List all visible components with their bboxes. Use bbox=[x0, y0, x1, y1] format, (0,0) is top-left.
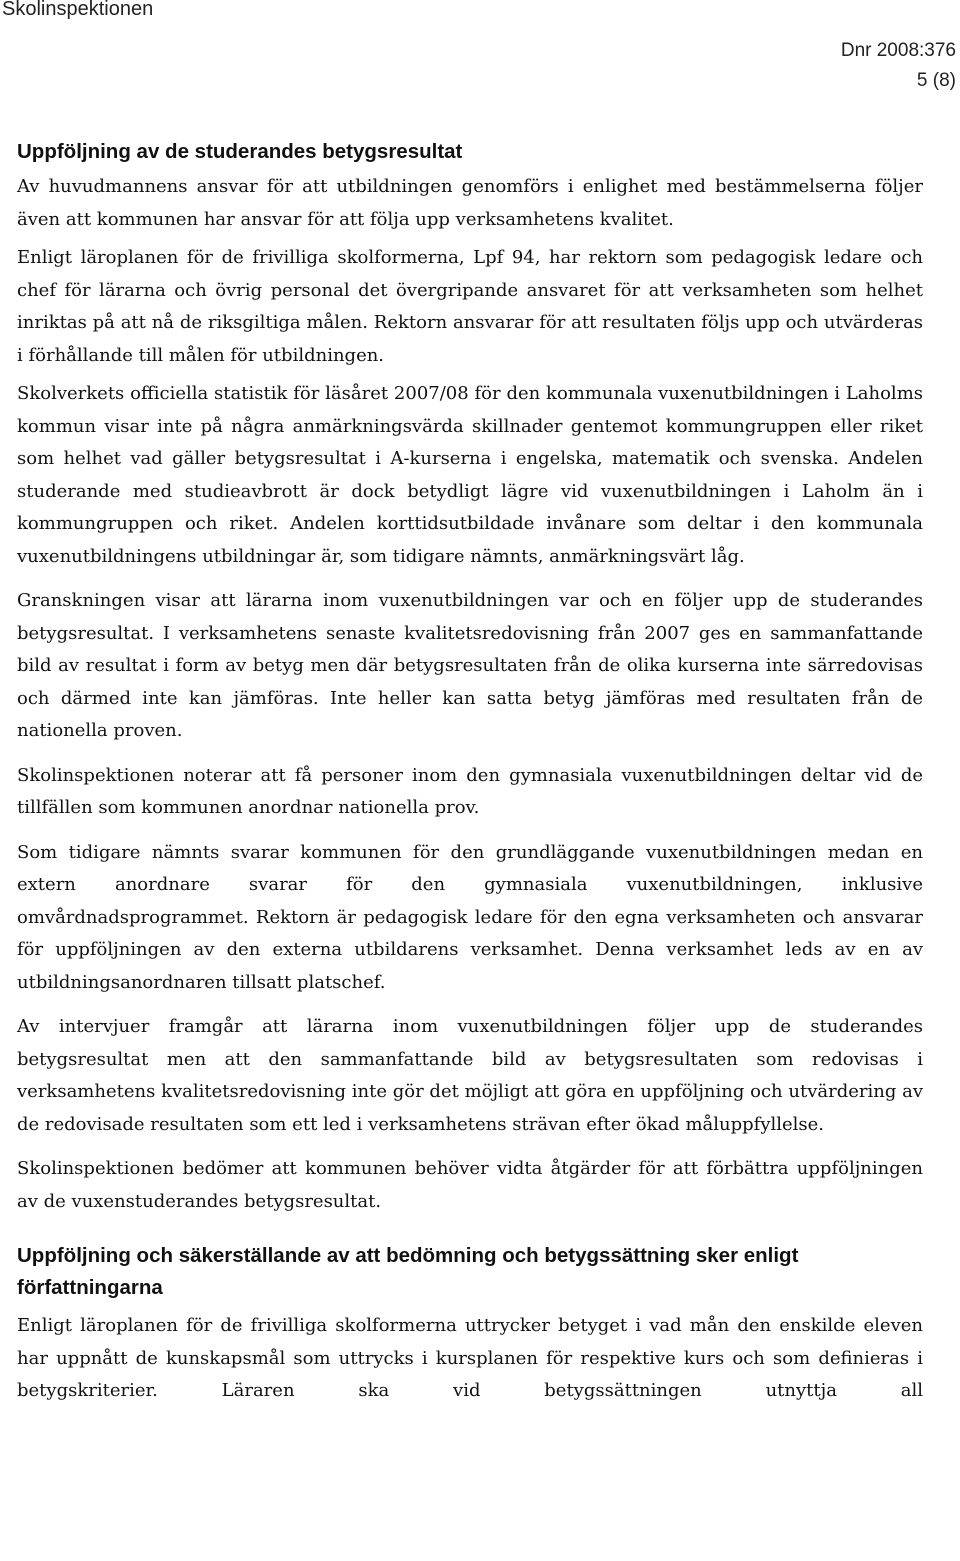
paragraph-interviews: Av intervjuer framgår att lärarna inom vuxenutbildningen följer upp de studerandes betygsresultat men att den sammanfattande bild av betygsresultaten som redovisas i verksamhetens kvalitetsredovisning inte gör det möjligt att göra en uppföljning och utvärdering av de redovisade resultaten som ett led i verksamhetens strävan efter ökad måluppfyllelse. bbox=[17, 1016, 923, 1135]
diary-number: Dnr 2008:376 bbox=[840, 40, 956, 61]
paragraph-external-provider: Som tidigare nämnts svarar kommunen för den grundläggande vuxenutbildningen medan en extern anordnare svarar för den gymnasiala vuxenutbildningen, inklusive omvårdnadsprogrammet. Rektorn är pedagogisk ledare för den egna verksamheten och ansvarar för uppföljningen av den externa utbildarens verksamhet. Denna verksamhet leds av en av utbildningsanordnaren tillsatt platschef. bbox=[17, 841, 923, 993]
paragraph-official-statistics: Skolverkets officiella statistik för läsåret 2007/08 för den kommunala vuxenutbildningen i Laholms kommun visar inte på några anmärkningsvärda skillnader gentemot kommungruppen eller riket som helhet vad gäller betygsresultat i A-kurserna i engelska, matematik och svenska. Andelen studerande med studieavbrott är dock betydligt lägre vid vuxenutbildningen i Laholm än i kommungruppen och riket. Andelen korttidsutbildade invånare som deltar i den kommunala vuxenutbildningens utbildningar är, som tidigare nämnts, anmärkningsvärt låg. bbox=[17, 383, 923, 567]
paragraph-curriculum-principal: Enligt läroplanen för de frivilliga skolformerna, Lpf 94, har rektorn som pedagogisk ledare och chef för lärarna och övrig personal det övergripande ansvaret för att verksamheten som helhet inriktas på att nå de riksgiltiga målen. Rektorn ansvarar för att resultaten följs upp och utvärderas i förhållande till målen för utbildningen. bbox=[17, 247, 923, 366]
paragraph-principal-responsibility: Av huvudmannens ansvar för att utbildningen genomförs i enlighet med bestämmelserna följer även att kommunen har ansvar för att följa upp verksamhetens kvalitet. bbox=[17, 176, 923, 230]
paragraph-curriculum-grades: Enligt läroplanen för de frivilliga skolformerna uttrycker betyget i vad mån den enskilde eleven har uppnått de kunskapsmål som uttrycks i kursplanen för respektive kurs och som definieras i betygskriterier. Läraren ska vid betygssättningen utnyttja all bbox=[17, 1315, 923, 1401]
document-body bbox=[17, 136, 923, 1420]
paragraph-assessment: Skolinspektionen bedömer att kommunen behöver vidta åtgärder för att förbättra uppföljningen av de vuxenstuderandes betygsresultat. bbox=[17, 1158, 923, 1212]
organization-name: Skolinspektionen bbox=[2, 0, 154, 20]
document-reference bbox=[841, 36, 956, 96]
section-heading-grade-follow-up: Uppföljning av de studerandes betygsresultat bbox=[17, 140, 463, 163]
paragraph-review-findings: Granskningen visar att lärarna inom vuxenutbildningen var och en följer upp de studerandes betygsresultat. I verksamhetens senaste kvalitetsredovisning från 2007 ges en sammanfattande bild av resultat i form av betyg men där betygsresultaten från de olika kurserna inte särredovisas och därmed inte kan jämföras. Inte heller kan satta betyg jämföras med resultaten från de nationella proven. bbox=[17, 590, 923, 741]
page-number: 5 (8) bbox=[916, 70, 956, 91]
paragraph-national-tests: Skolinspektionen noterar att få personer inom den gymnasiala vuxenutbildningen deltar vid de tillfällen som kommunen anordnar nationella prov. bbox=[17, 764, 923, 818]
section-heading-grading-compliance: Uppföljning och säkerställande av att bedömning och betygssättning sker enligt författningarna bbox=[17, 1244, 799, 1299]
